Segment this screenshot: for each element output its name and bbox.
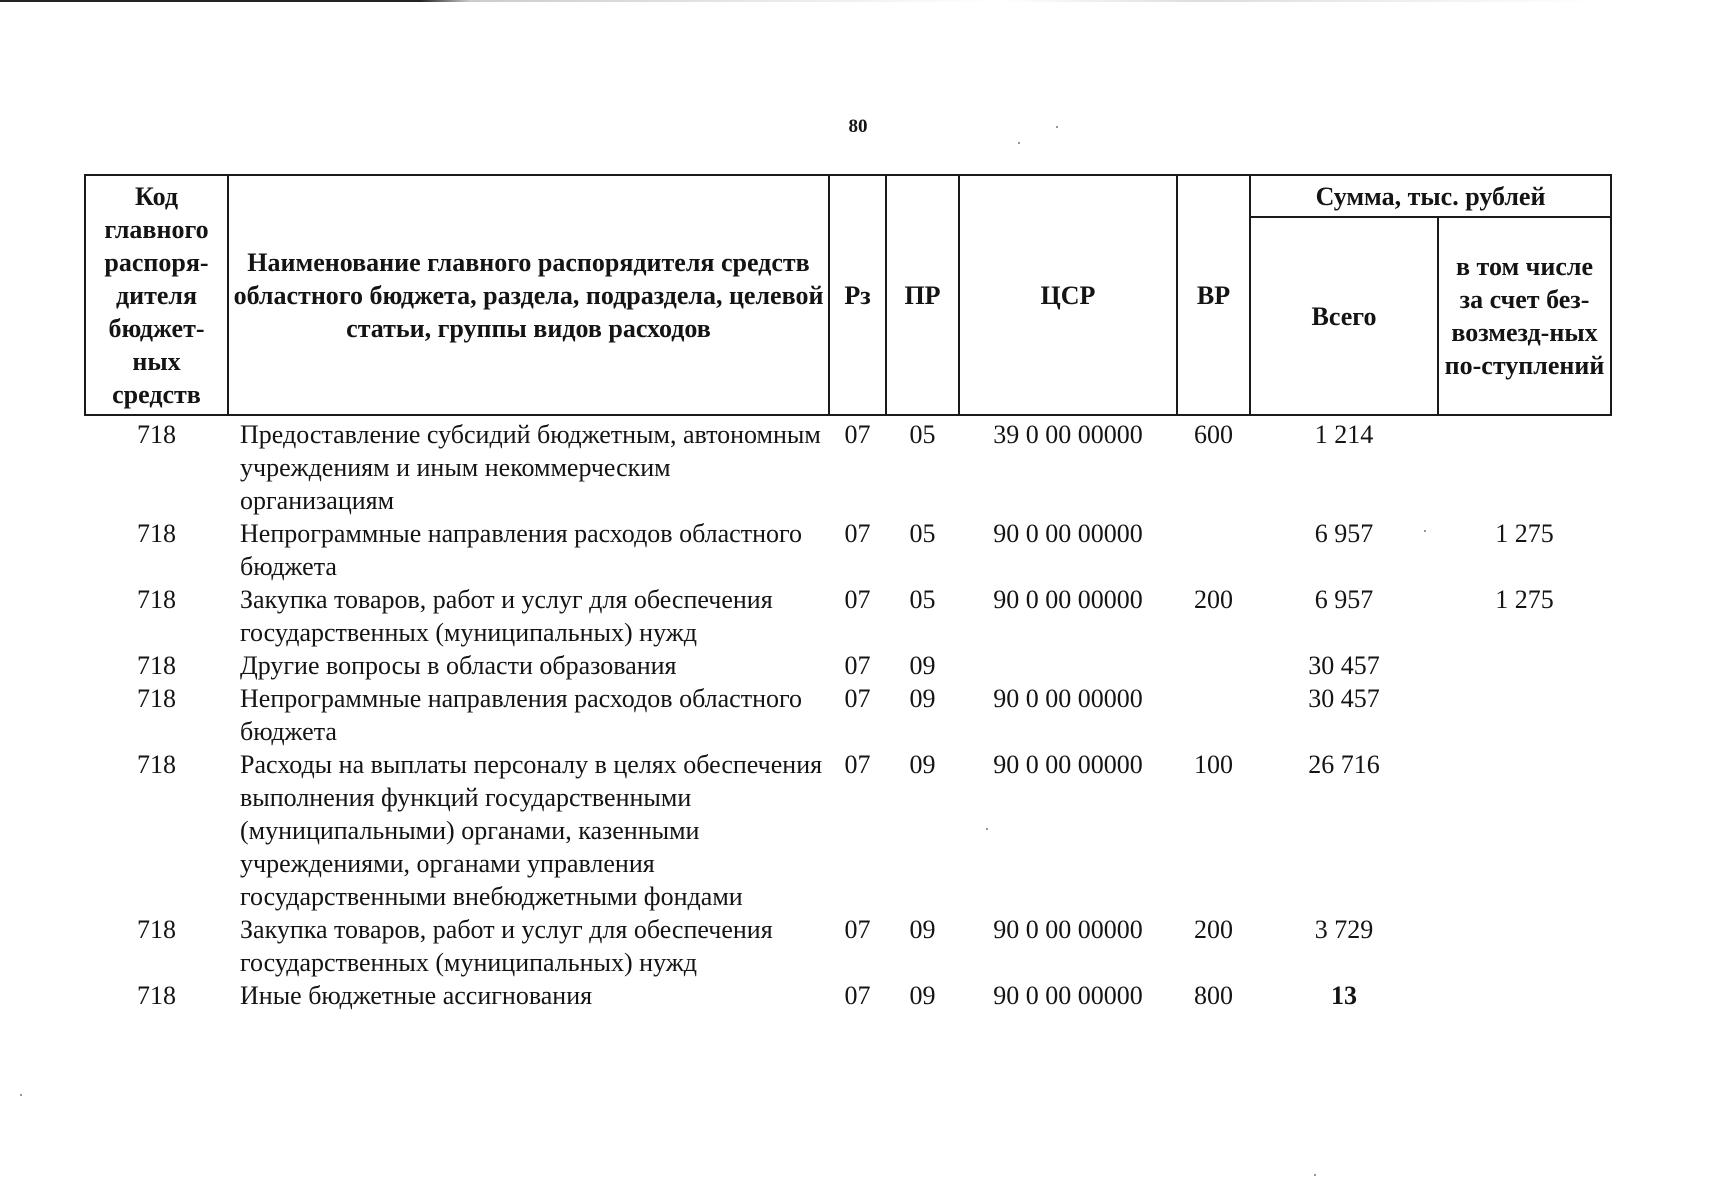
cell-name: Иные бюджетные ассигнования xyxy=(240,981,593,1010)
cell-gratuitous xyxy=(1438,649,1611,682)
scan-speck xyxy=(20,1094,22,1096)
cell-pr: 05 xyxy=(909,585,936,614)
header-code: Код главного распоря-дителя бюджет-ных средств xyxy=(85,175,228,415)
cell-csr: 90 0 00 00000 xyxy=(993,981,1143,1010)
cell-pr: 09 xyxy=(909,651,936,680)
cell-code: 718 xyxy=(137,750,176,779)
cell-gratuitous: 1 275 xyxy=(1495,519,1554,548)
cell-pr: 09 xyxy=(909,684,936,713)
page-number: 80 xyxy=(848,116,868,137)
cell-name: Предоставление субсидий бюджетным, автономным учреждениям и иным некоммерческим организациям xyxy=(240,420,821,515)
cell-pr: 05 xyxy=(909,420,936,449)
header-pr: ПР xyxy=(886,175,959,415)
cell-total: 26 716 xyxy=(1308,750,1380,779)
cell-total: 13 xyxy=(1331,981,1357,1010)
cell-vr xyxy=(1177,517,1250,583)
cell-pr: 09 xyxy=(909,750,936,779)
budget-table xyxy=(84,174,1612,1012)
scan-top-edge xyxy=(0,0,1716,2)
header-total: Всего xyxy=(1250,217,1438,415)
cell-vr xyxy=(1177,682,1250,748)
cell-name: Закупка товаров, работ и услуг для обеспечения государственных (муниципальных) нужд xyxy=(240,585,773,647)
cell-code: 718 xyxy=(137,519,176,548)
cell-csr: 90 0 00 00000 xyxy=(993,750,1143,779)
cell-total: 30 457 xyxy=(1308,684,1380,713)
table-row xyxy=(85,415,1611,517)
cell-rz: 07 xyxy=(844,981,871,1010)
table-row xyxy=(85,583,1611,649)
table-row xyxy=(85,748,1611,913)
cell-name: Непрограммные направления расходов областного бюджета xyxy=(240,519,802,581)
cell-vr xyxy=(1177,649,1250,682)
table-row xyxy=(85,913,1611,979)
table-row xyxy=(85,649,1611,682)
cell-vr: 600 xyxy=(1194,420,1233,449)
header-sum-group: Сумма, тыс. рублей xyxy=(1250,175,1611,217)
cell-total: 6 957 xyxy=(1314,585,1374,614)
cell-vr: 200 xyxy=(1194,585,1233,614)
cell-code: 718 xyxy=(137,585,176,614)
cell-gratuitous xyxy=(1438,415,1611,517)
cell-rz: 07 xyxy=(844,651,871,680)
header-vr: ВР xyxy=(1177,175,1250,415)
cell-csr xyxy=(959,649,1177,682)
cell-vr: 200 xyxy=(1194,915,1233,944)
cell-total: 1 214 xyxy=(1314,420,1374,449)
cell-total: 6 957 xyxy=(1314,519,1374,548)
cell-rz: 07 xyxy=(844,750,871,779)
cell-code: 718 xyxy=(137,684,176,713)
cell-total: 3 729 xyxy=(1314,915,1374,944)
cell-csr: 90 0 00 00000 xyxy=(993,585,1143,614)
header-gratuitous: в том числе за счет без-возмезд-ных по-ступлений xyxy=(1438,217,1611,415)
table-header xyxy=(85,175,1611,415)
cell-pr: 09 xyxy=(909,981,936,1010)
header-name: Наименование главного распорядителя средств областного бюджета, раздела, подраздела, целевой статьи, группы видов расходов xyxy=(228,175,829,415)
cell-rz: 07 xyxy=(844,684,871,713)
cell-gratuitous xyxy=(1438,748,1611,913)
cell-name: Расходы на выплаты персоналу в целях обеспечения выполнения функций государственными (муниципальными) органами, казенными учреждениями, органами управления государственными внебюджетными фондами xyxy=(240,750,823,911)
table-body xyxy=(85,415,1611,1012)
cell-pr: 09 xyxy=(909,915,936,944)
cell-vr: 800 xyxy=(1194,981,1233,1010)
cell-csr: 39 0 00 00000 xyxy=(993,420,1143,449)
table-row xyxy=(85,517,1611,583)
cell-gratuitous xyxy=(1438,913,1611,979)
cell-csr: 90 0 00 00000 xyxy=(993,519,1143,548)
cell-rz: 07 xyxy=(844,585,871,614)
cell-name: Закупка товаров, работ и услуг для обеспечения государственных (муниципальных) нужд xyxy=(240,915,773,977)
cell-csr: 90 0 00 00000 xyxy=(993,915,1143,944)
cell-gratuitous xyxy=(1438,979,1611,1012)
scan-speck xyxy=(1314,1174,1316,1176)
cell-name: Непрограммные направления расходов областного бюджета xyxy=(240,684,802,746)
header-rz: Рз xyxy=(829,175,886,415)
cell-name: Другие вопросы в области образования xyxy=(240,651,677,680)
cell-code: 718 xyxy=(137,420,176,449)
cell-rz: 07 xyxy=(844,420,871,449)
cell-total: 30 457 xyxy=(1308,651,1380,680)
table-row xyxy=(85,682,1611,748)
cell-gratuitous xyxy=(1438,682,1611,748)
cell-code: 718 xyxy=(137,981,176,1010)
cell-gratuitous: 1 275 xyxy=(1495,585,1554,614)
cell-rz: 07 xyxy=(844,519,871,548)
scan-speck xyxy=(1018,142,1020,144)
cell-vr: 100 xyxy=(1194,750,1233,779)
cell-code: 718 xyxy=(137,915,176,944)
cell-rz: 07 xyxy=(844,915,871,944)
header-csr: ЦСР xyxy=(959,175,1177,415)
cell-csr: 90 0 00 00000 xyxy=(993,684,1143,713)
cell-pr: 05 xyxy=(909,519,936,548)
table-row xyxy=(85,979,1611,1012)
cell-code: 718 xyxy=(137,651,176,680)
